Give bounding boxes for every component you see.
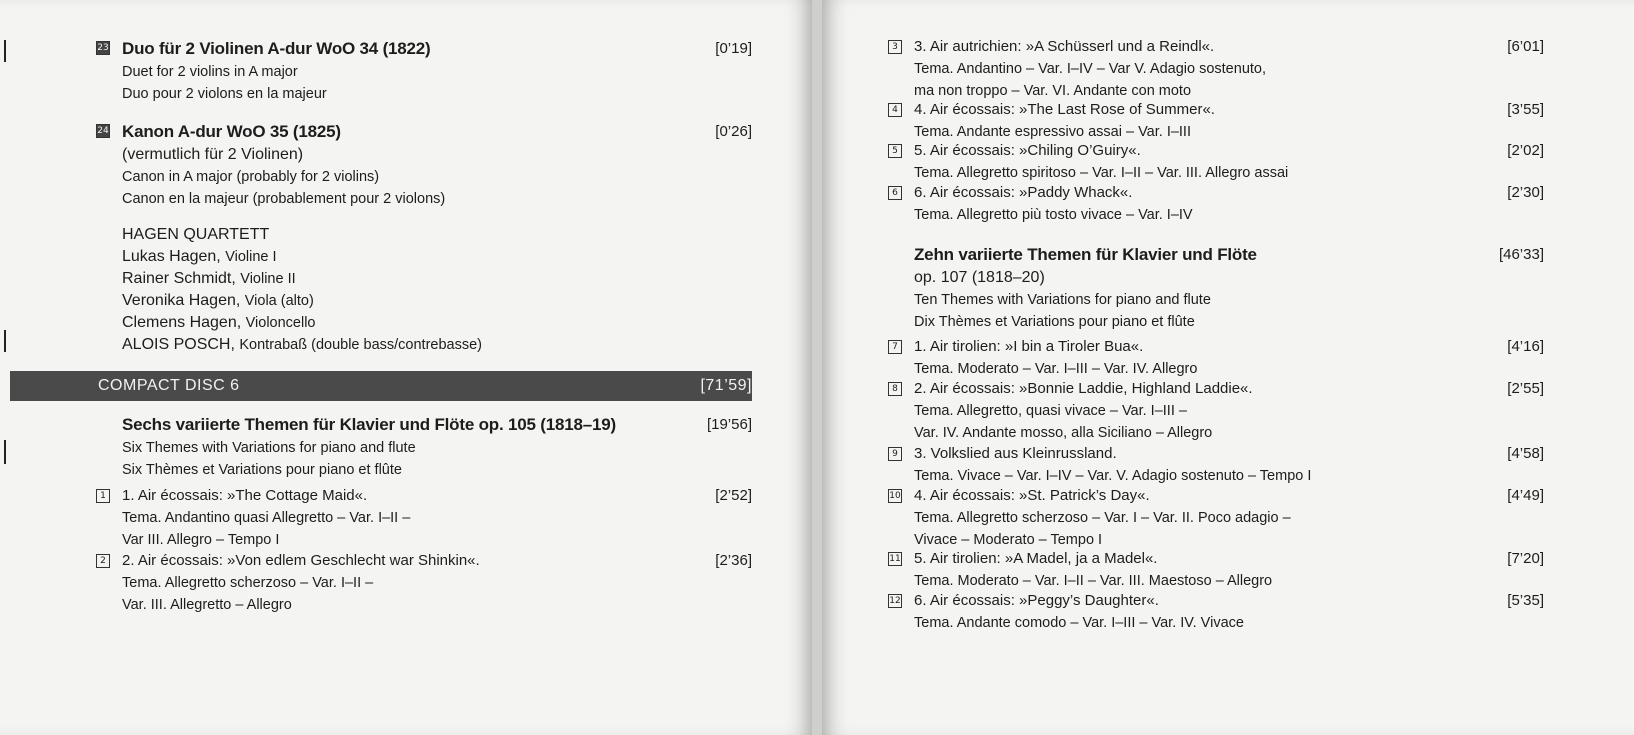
track-movements: Tema. Vivace – Var. I–IV – Var. V. Adagio sostenuto – Tempo I [914, 468, 1312, 484]
track-title: 2. Air écossais: »Von edlem Geschlecht war Shinkin«. [122, 552, 480, 569]
track-7 [888, 336, 1544, 380]
performer-name: Veronika Hagen, [122, 292, 241, 309]
track-movements: Tema. Moderato – Var. I–II – Var. III. Maestoso – Allegro [914, 573, 1273, 589]
track-duration: [4’58] [1507, 445, 1544, 462]
track-duration: [2’55] [1507, 380, 1544, 397]
track-2 [96, 550, 752, 616]
track-number-box: 12 [889, 596, 901, 606]
track-movements: Tema. Allegretto, quasi vivace – Var. I–III – [914, 403, 1187, 419]
track-5 [888, 140, 1544, 184]
subtitle-en: Six Themes with Variations for piano and flute [122, 440, 416, 456]
track-number-box: 4 [888, 103, 902, 117]
track-24 [96, 120, 752, 210]
track-movements: Tema. Allegretto scherzoso – Var. I – Var. II. Poco adagio – [914, 510, 1291, 526]
track-movements: Var III. Allegro – Tempo I [122, 532, 280, 548]
track-number-box: 6 [888, 186, 902, 200]
track-number-box: 10 [889, 491, 901, 501]
track-12 [888, 590, 1544, 634]
performer-role: Violoncello [245, 315, 316, 331]
track-movements: Tema. Moderato – Var. I–III – Var. IV. Allegro [914, 361, 1198, 377]
track-6 [888, 182, 1544, 226]
track-movements: Tema. Andante espressivo assai – Var. I–III [914, 124, 1191, 140]
work-op105 [96, 413, 752, 481]
track-movements: Tema. Andantino quasi Allegretto – Var. I–II – [122, 510, 411, 526]
left-page [0, 0, 812, 735]
work-title: Kanon A-dur WoO 35 (1825) [122, 122, 341, 141]
track-duration: [2’02] [1507, 142, 1544, 159]
track-title: 6. Air écossais: »Peggy’s Daughter«. [914, 592, 1159, 609]
work-title-cont: (vermutlich für 2 Violinen) [122, 146, 304, 163]
track-8 [888, 378, 1544, 444]
track-title: 6. Air écossais: »Paddy Whack«. [914, 184, 1133, 201]
track-1 [96, 485, 752, 551]
track-number-box: 8 [888, 382, 902, 396]
track-duration: [0’26] [715, 123, 752, 140]
subtitle-fr: Dix Thèmes et Variations pour piano et flûte [914, 314, 1195, 330]
track-number-box: 9 [888, 447, 902, 461]
track-movements: Tema. Allegretto scherzoso – Var. I–II – [122, 575, 374, 591]
track-duration: [2’30] [1507, 184, 1544, 201]
subtitle-en: Canon in A major (probably for 2 violins) [122, 169, 380, 185]
track-number-box: 23 [97, 43, 109, 53]
disc-duration: [71’59] [700, 377, 752, 394]
subtitle-en: Duet for 2 violins in A major [122, 64, 298, 80]
track-movements: Tema. Allegretto spiritoso – Var. I–II – Var. III. Allegro assai [914, 165, 1289, 181]
performer-role: Violine I [225, 249, 277, 265]
track-title: 3. Volkslied aus Kleinrussland. [914, 445, 1117, 462]
performer-role: Violine II [240, 271, 296, 287]
disc-label: COMPACT DISC 6 [98, 377, 240, 394]
track-10 [888, 485, 1544, 551]
track-movements: ma non troppo – Var. VI. Andante con moto [914, 83, 1192, 99]
track-title: 5. Air écossais: »Chiling O’Guiry«. [914, 142, 1141, 159]
track-number-box: 7 [888, 340, 902, 354]
track-duration: [0’19] [715, 40, 752, 57]
track-duration: [4’49] [1507, 487, 1544, 504]
edge-mark [4, 330, 6, 352]
track-title: 3. Air autrichien: »A Schüsserl und a Reindl«. [914, 38, 1215, 55]
subtitle-fr: Canon en la majeur (probablement pour 2 violons) [122, 191, 446, 207]
work-title: Zehn variierte Themen für Klavier und Flöte [914, 245, 1257, 264]
track-number-box: 11 [889, 554, 901, 564]
performer-name: Lukas Hagen, [122, 248, 221, 265]
work-title: Duo für 2 Violinen A-dur WoO 34 (1822) [122, 39, 431, 58]
track-number-box: 2 [96, 554, 110, 568]
subtitle-fr: Six Thèmes et Variations pour piano et flûte [122, 462, 402, 478]
track-3 [888, 36, 1544, 102]
track-duration: [3’55] [1507, 101, 1544, 118]
track-movements: Tema. Allegretto più tosto vivace – Var. I–IV [914, 207, 1193, 223]
track-title: 5. Air tirolien: »A Madel, ja a Madel«. [914, 550, 1158, 567]
track-duration: [6’01] [1507, 38, 1544, 55]
ensemble-name: HAGEN QUARTETT [122, 226, 270, 243]
work-duration: [19’56] [706, 416, 752, 433]
track-number-box: 24 [97, 126, 109, 136]
subtitle-fr: Duo pour 2 violons en la majeur [122, 86, 327, 102]
track-duration: [7’20] [1507, 550, 1544, 567]
track-duration: [2’52] [715, 487, 752, 504]
track-title: 1. Air tirolien: »I bin a Tiroler Bua«. [914, 338, 1144, 355]
performer-name: ALOIS POSCH, [122, 336, 235, 353]
track-duration: [2’36] [715, 552, 752, 569]
subtitle-en: Ten Themes with Variations for piano and flute [914, 292, 1211, 308]
edge-mark [4, 40, 6, 62]
book-gutter [812, 0, 822, 735]
track-title: 1. Air écossais: »The Cottage Maid«. [122, 487, 368, 504]
performer-role: Viola (alto) [244, 293, 314, 309]
work-duration: [46’33] [1498, 246, 1544, 263]
work-op107 [888, 243, 1544, 333]
performers [96, 224, 752, 356]
track-duration: [5’35] [1507, 592, 1544, 609]
track-11 [888, 548, 1544, 592]
track-movements: Tema. Andantino – Var. I–IV – Var V. Adagio sostenuto, [914, 61, 1267, 77]
track-number-box: 3 [888, 40, 902, 54]
track-title: 2. Air écossais: »Bonnie Laddie, Highland Laddie«. [914, 380, 1253, 397]
performer-name: Rainer Schmidt, [122, 270, 236, 287]
work-title: Sechs variierte Themen für Klavier und Flöte op. 105 (1818–19) [122, 415, 617, 434]
performer-role: Kontrabaß (double bass/contrebasse) [239, 337, 482, 353]
track-9 [888, 443, 1544, 487]
track-title: 4. Air écossais: »The Last Rose of Summer«. [914, 101, 1215, 118]
track-number-box: 1 [96, 489, 110, 503]
track-movements: Vivace – Moderato – Tempo I [914, 532, 1103, 548]
track-4 [888, 99, 1544, 143]
track-23 [96, 37, 752, 105]
disc-header-band [10, 371, 752, 401]
track-title: 4. Air écossais: »St. Patrick’s Day«. [914, 487, 1150, 504]
performer-name: Clemens Hagen, [122, 314, 242, 331]
track-duration: [4’16] [1507, 338, 1544, 355]
work-title-cont: op. 107 (1818–20) [914, 269, 1045, 286]
track-movements: Var. III. Allegretto – Allegro [122, 597, 292, 613]
edge-mark [4, 440, 6, 464]
track-number-box: 5 [888, 144, 902, 158]
track-movements: Tema. Andante comodo – Var. I–III – Var. IV. Vivace [914, 615, 1244, 631]
track-movements: Var. IV. Andante mosso, alla Siciliano – Allegro [914, 425, 1213, 441]
